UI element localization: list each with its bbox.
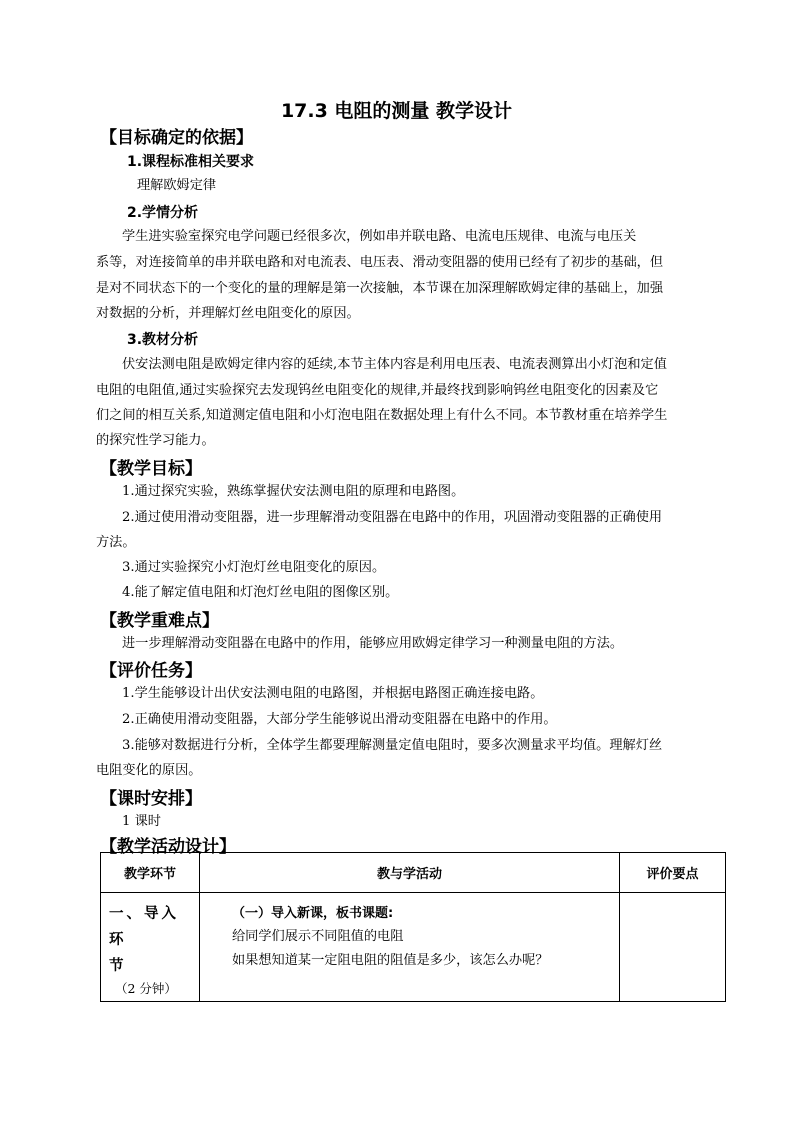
goal-item: 1.通过探究实验，熟练掌握伏安法测电阻的原理和电路图。: [122, 484, 465, 499]
goal-item: 2.通过使用滑动变阻器，进一步理解滑动变阻器在电路中的作用，巩固滑动变阻器的正确使用: [122, 510, 663, 525]
goal-item: 方法。: [96, 535, 136, 550]
key-points-text: 进一步理解滑动变阻器在电路中的作用，能够应用欧姆定律学习一种测量电阻的方法。: [122, 636, 624, 651]
student-analysis-line: 是对不同状态下的一个变化的量的理解是第一次接触，本节课在加深理解欧姆定律的基础上，加强: [96, 281, 664, 296]
stage-name-line: 一、导入环: [109, 906, 179, 948]
curriculum-text: 理解欧姆定律: [137, 178, 217, 193]
activity-heading: （一）导入新课，板书课题:: [232, 906, 394, 921]
document-title: 17.3 电阻的测量 教学设计: [280, 100, 513, 122]
assessment-item: 3.能够对数据进行分析，全体学生都要理解测量定值电阻时，要多次测量求平均值。理解灯丝: [122, 738, 663, 753]
heading-assessment: 【评价任务】: [100, 661, 202, 681]
stage-name: [109, 901, 195, 979]
table-header-row: [101, 853, 726, 893]
textbook-analysis-line: 电阻的电阻值,通过实验探究去发现钨丝电阻变化的规律,并最终找到影响钨丝电阻变化的因素及它: [96, 383, 659, 398]
stage-cell: [101, 893, 200, 1002]
heading-schedule: 【课时安排】: [100, 789, 202, 809]
activity-line: 给同学们展示不同阻值的电阻: [232, 929, 404, 944]
subheading-textbook-analysis: 3.教材分析: [127, 332, 199, 348]
heading-basis: 【目标确定的依据】: [100, 128, 253, 148]
header-stage: 教学环节: [101, 853, 200, 893]
heading-key-points: 【教学重难点】: [100, 611, 219, 631]
assessment-item: 1.学生能够设计出伏安法测电阻的电路图，并根据电路图正确连接电路。: [122, 686, 544, 701]
goal-item: 4.能了解定值电阻和灯泡灯丝电阻的图像区别。: [122, 585, 399, 600]
textbook-analysis-line: 伏安法测电阻是欧姆定律内容的延续,本节主体内容是利用电压表、电流表测算出小灯泡和定值: [122, 357, 667, 372]
header-evaluation: 评价要点: [620, 853, 726, 893]
assessment-item: 2.正确使用滑动变阻器，大部分学生能够说出滑动变阻器在电路中的作用。: [122, 712, 557, 727]
heading-goals: 【教学目标】: [100, 459, 202, 479]
heading-activities: 【教学活动设计】: [100, 837, 236, 857]
subheading-student-analysis: 2.学情分析: [127, 205, 199, 221]
student-analysis-line: 学生进实验室探究电学问题已经很多次，例如串并联电路、电流电压规律、电流与电压关: [122, 229, 637, 244]
header-activity: 教与学活动: [200, 853, 620, 893]
evaluation-cell: [620, 893, 726, 1002]
goal-item: 3.通过实验探究小灯泡灯丝电阻变化的原因。: [122, 560, 386, 575]
textbook-analysis-line: 们之间的相互关系,知道测定值电阻和小灯泡电阻在数据处理上有什么不同。本节教材重在培养学生: [96, 408, 668, 423]
assessment-item: 电阻变化的原因。: [96, 763, 202, 778]
stage-name-line: 节: [109, 958, 127, 974]
stage-duration: （2 分钟）: [115, 981, 177, 996]
subheading-curriculum: 1.课程标准相关要求: [127, 154, 255, 170]
student-analysis-line: 系等，对连接简单的串并联电路和对电流表、电压表、滑动变阻器的使用已经有了初步的基础，但: [96, 255, 664, 270]
activity-cell: [200, 893, 620, 1002]
schedule-text: 1 课时: [122, 814, 161, 829]
table-row: [101, 893, 726, 1002]
textbook-analysis-line: 的探究性学习能力。: [96, 433, 215, 448]
activity-line: 如果想知道某一定阻电阻的阻值是多少，该怎么办呢？: [232, 953, 549, 968]
student-analysis-line: 对数据的分析，并理解灯丝电阻变化的原因。: [96, 306, 360, 321]
activity-table: [100, 852, 726, 1002]
